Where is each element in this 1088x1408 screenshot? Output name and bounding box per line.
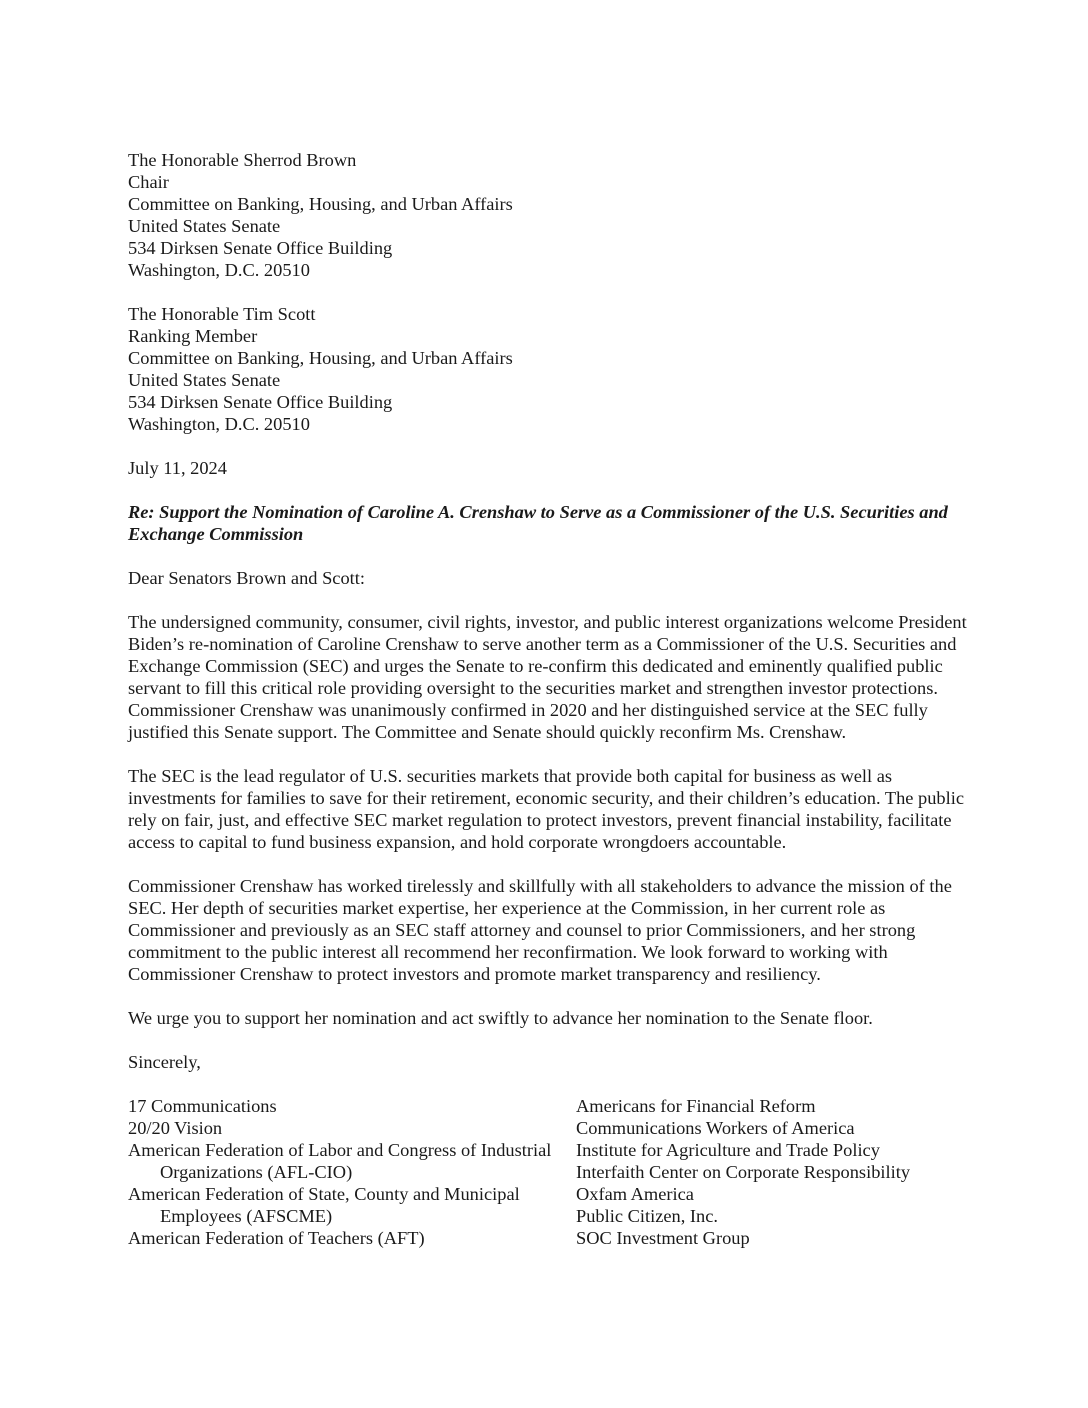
body-paragraph-3: Commissioner Crenshaw has worked tirelessly and skillfully with all stakeholders to advance the mission of the SEC. Her depth of securities market expertise, her experience at the Commission, in her current role as Commissioner and previously as an SEC staff attorney and counsel to prior Commissioners, and her strong commitment to the public interest all recommend her reconfirmation. We look forward to working with Commissioner Crenshaw to protect investors and promote market transparency and resiliency.	[128, 876, 952, 984]
recipient-building: 534 Dirksen Senate Office Building	[128, 392, 393, 412]
signatory: American Federation of State, County and Municipal Employees (AFSCME)	[128, 1184, 520, 1226]
recipient-committee: Committee on Banking, Housing, and Urban Affairs	[128, 194, 513, 214]
letter-date: July 11, 2024	[128, 458, 227, 478]
subject-line: Re: Support the Nomination of Caroline A. Crenshaw to Serve as a Commissioner of the U.S. Securities and Exchange Commission	[128, 502, 948, 544]
signatories-list	[128, 1095, 968, 1249]
signatory: SOC Investment Group	[576, 1228, 750, 1248]
letter	[128, 149, 968, 1249]
signatory: 17 Communications	[128, 1096, 277, 1116]
body-paragraph-4: We urge you to support her nomination and act swiftly to advance her nomination to the Senate floor.	[128, 1008, 873, 1028]
recipient-address-ranking-member	[128, 303, 968, 435]
signatory: Communications Workers of America	[576, 1118, 855, 1138]
body-paragraph-1: The undersigned community, consumer, civil rights, investor, and public interest organizations welcome President Biden’s re-nomination of Caroline Crenshaw to serve another term as a Commissioner of the U.S. Securities and Exchange Commission (SEC) and urges the Senate to re-confirm this dedicated and eminently qualified public servant to fill this critical role providing oversight to the securities market and strengthen investor protections. Commissioner Crenshaw was unanimously confirmed in 2020 and her distinguished service at the SEC fully justified this Senate support. The Committee and Senate should quickly reconfirm Ms. Crenshaw.	[128, 612, 967, 742]
closing: Sincerely,	[128, 1052, 201, 1072]
recipient-name: The Honorable Tim Scott	[128, 304, 316, 324]
signatory: Public Citizen, Inc.	[576, 1206, 718, 1226]
signatory: Americans for Financial Reform	[576, 1096, 816, 1116]
body-paragraph-2: The SEC is the lead regulator of U.S. securities markets that provide both capital for business as well as investments for families to save for their retirement, economic security, and their children’s education. The public rely on fair, just, and effective SEC market regulation to protect investors, prevent financial instability, facilitate access to capital to fund business expansion, and hold corporate wrongdoers accountable.	[128, 766, 964, 852]
signatory: American Federation of Teachers (AFT)	[128, 1228, 425, 1248]
salutation: Dear Senators Brown and Scott:	[128, 568, 365, 588]
signatory: American Federation of Labor and Congress of Industrial Organizations (AFL-CIO)	[128, 1140, 552, 1182]
signatories-column-right	[576, 1095, 968, 1249]
recipient-name: The Honorable Sherrod Brown	[128, 150, 357, 170]
signatory: Institute for Agriculture and Trade Policy	[576, 1140, 880, 1160]
signatory: Oxfam America	[576, 1184, 694, 1204]
recipient-title: Ranking Member	[128, 326, 258, 346]
recipient-body: United States Senate	[128, 370, 281, 390]
recipient-city: Washington, D.C. 20510	[128, 260, 310, 280]
recipient-committee: Committee on Banking, Housing, and Urban Affairs	[128, 348, 513, 368]
recipient-title: Chair	[128, 172, 169, 192]
recipient-building: 534 Dirksen Senate Office Building	[128, 238, 393, 258]
signatory: 20/20 Vision	[128, 1118, 223, 1138]
recipient-body: United States Senate	[128, 216, 281, 236]
recipient-city: Washington, D.C. 20510	[128, 414, 310, 434]
signatory: Interfaith Center on Corporate Responsibility	[576, 1162, 911, 1182]
signatories-column-left	[128, 1095, 576, 1249]
recipient-address-chair	[128, 149, 968, 281]
